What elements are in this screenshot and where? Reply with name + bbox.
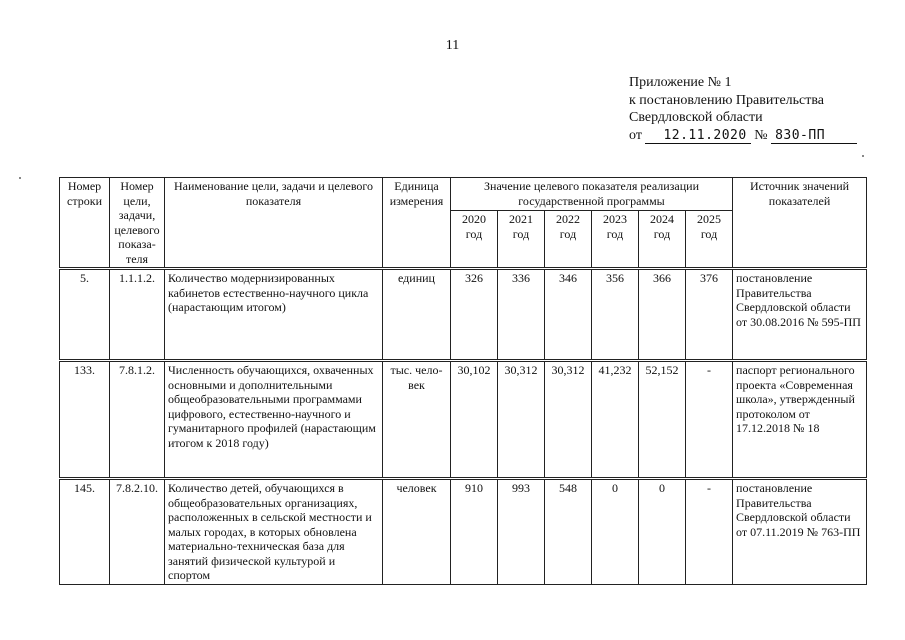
appendix-block: [629, 74, 857, 144]
header-year: 2021 год: [498, 211, 545, 269]
cell-value: 0: [592, 479, 639, 585]
cell-value: -: [686, 479, 733, 585]
cell-value: 346: [545, 269, 592, 361]
header-year: 2023 год: [592, 211, 639, 269]
table-row: [60, 479, 867, 585]
table-row: [60, 269, 867, 361]
cell-value: 52,152: [639, 361, 686, 479]
cell-source: паспорт регионального проекта «Современная школа», утвержденный протоколом от 17.12.2018 № 18: [733, 361, 867, 479]
decree-date: 12.11.2020: [645, 128, 750, 144]
cell-value: 0: [639, 479, 686, 585]
table-row: [60, 361, 867, 479]
header-year: 2022 год: [545, 211, 592, 269]
header-year: 2020 год: [451, 211, 498, 269]
cell-name: Численность обучающихся, охваченных основными и дополнительными общеобразовательными программами цифрового, естественно-научного и гуманитарного профилей (нарастающим итогом к 2018 году): [165, 361, 383, 479]
cell-value: 336: [498, 269, 545, 361]
cell-value: 326: [451, 269, 498, 361]
header-source: Источник значений показателей: [733, 178, 867, 269]
cell-goal-no: 7.8.1.2.: [110, 361, 165, 479]
cell-name: Количество детей, обучающихся в общеобразовательных организациях, расположенных в сельской местности и малых городах, в которых обновлена материально-техническая база для занятий физической культурой и спортом: [165, 479, 383, 585]
number-label: №: [754, 127, 768, 143]
cell-value: 30,312: [545, 361, 592, 479]
cell-row-no: 145.: [60, 479, 110, 585]
scan-speck: [19, 177, 21, 179]
cell-source: постановление Правительства Свердловской области от 07.11.2019 № 763-ПП: [733, 479, 867, 585]
cell-unit: тыс. чело-век: [383, 361, 451, 479]
cell-value: 30,312: [498, 361, 545, 479]
cell-value: 41,232: [592, 361, 639, 479]
cell-unit: человек: [383, 479, 451, 585]
header-year: 2025 год: [686, 211, 733, 269]
cell-value: 356: [592, 269, 639, 361]
page-number: 11: [445, 38, 460, 53]
cell-value: 376: [686, 269, 733, 361]
cell-value: 30,102: [451, 361, 498, 479]
scan-speck: [862, 155, 864, 157]
cell-value: -: [686, 361, 733, 479]
cell-value: 910: [451, 479, 498, 585]
appendix-title: Приложение № 1: [629, 75, 732, 90]
appendix-line-2: к постановлению Правительства: [629, 92, 825, 108]
cell-name: Количество модернизированных кабинетов естественно-научного цикла (нарастающим итогом): [165, 269, 383, 361]
cell-row-no: 133.: [60, 361, 110, 479]
cell-goal-no: 7.8.2.10.: [110, 479, 165, 585]
from-label: от: [629, 127, 642, 143]
header-row-no: Номер строки: [60, 178, 110, 269]
cell-value: 548: [545, 479, 592, 585]
cell-source: постановление Правительства Свердловской области от 30.08.2016 № 595-ПП: [733, 269, 867, 361]
header-unit: Единица измерения: [383, 178, 451, 269]
header-values: Значение целевого показателя реализации государственной программы: [451, 178, 733, 211]
target-indicators-table: [59, 177, 867, 585]
cell-row-no: 5.: [60, 269, 110, 361]
decree-number: 830-ПП: [771, 128, 857, 144]
cell-value: 366: [639, 269, 686, 361]
header-goal-no: Номер цели, задачи, целевого показа-теля: [110, 178, 165, 269]
appendix-signature-line: [629, 127, 857, 145]
cell-goal-no: 1.1.1.2.: [110, 269, 165, 361]
cell-value: 993: [498, 479, 545, 585]
header-name: Наименование цели, задачи и целевого показателя: [165, 178, 383, 269]
appendix-line-3: Свердловской области: [629, 110, 763, 125]
cell-unit: единиц: [383, 269, 451, 361]
header-year: 2024 год: [639, 211, 686, 269]
